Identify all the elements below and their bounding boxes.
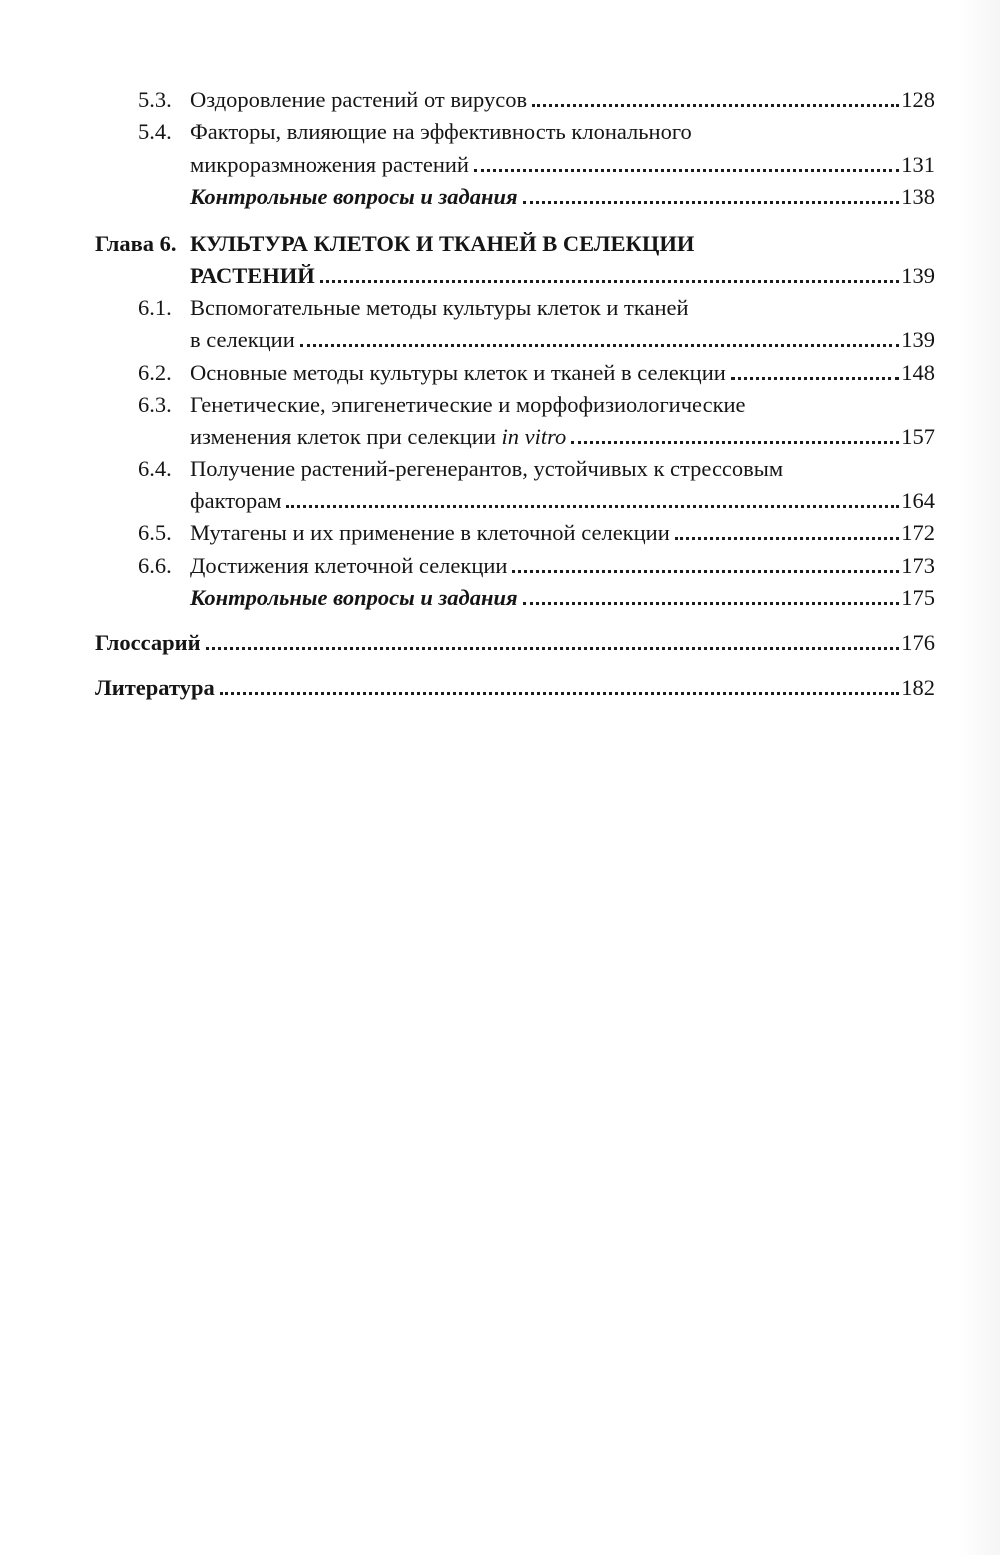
toc-entry-number: 6.2. [138, 359, 172, 385]
toc-entry-number: 6.6. [138, 552, 172, 578]
toc-title-segment: КУЛЬТУРА КЛЕТОК И ТКАНЕЙ В СЕЛЕКЦИИ [190, 230, 695, 256]
toc-entry-title [190, 116, 692, 148]
toc-line [95, 453, 935, 485]
toc-dot-leader [286, 485, 899, 508]
toc-title-segment: Контрольные вопросы и задания [190, 584, 518, 610]
toc-entry-title [190, 260, 315, 292]
toc-entry-number: 6.5. [138, 520, 172, 546]
toc-entry-title [190, 582, 518, 614]
toc-entry-number: 6.1. [138, 295, 172, 320]
toc-entry [95, 116, 935, 180]
toc-entry [95, 356, 935, 388]
toc-title-segment: Генетические, эпигенетические и морфофизиологические [190, 391, 746, 417]
toc-entry-title [190, 324, 295, 356]
toc-title-segment: Вспомогательные методы культуры клеток и тканей [190, 295, 689, 320]
toc-line [95, 356, 935, 388]
toc-line [95, 672, 935, 704]
toc-dot-leader [300, 324, 899, 347]
toc-line [95, 324, 935, 356]
toc-entry-title [190, 485, 281, 517]
toc-entry [95, 228, 935, 292]
toc-entry-title [190, 292, 689, 324]
toc-line [95, 148, 935, 180]
toc-line [95, 627, 935, 659]
toc-entry-number: 5.3. [138, 87, 172, 113]
toc-title-segment: изменения клеток при селекции [190, 423, 502, 449]
toc-dot-leader [206, 627, 900, 650]
toc-line [95, 421, 935, 453]
toc-title-segment: РАСТЕНИЙ [190, 263, 315, 288]
toc-dot-leader [220, 672, 900, 695]
toc-dot-leader [731, 356, 899, 379]
toc-title-segment: в селекции [190, 327, 295, 353]
toc-dot-leader [474, 148, 899, 171]
toc-entry-title [190, 228, 694, 260]
toc-page-number: 157 [901, 423, 935, 449]
toc-page-number: 139 [901, 327, 935, 353]
toc-entry-title [190, 149, 469, 181]
toc-title-segment: Достижения клеточной селекции [190, 552, 508, 578]
toc-page-number: 172 [901, 520, 935, 546]
toc-entry [95, 672, 935, 704]
toc-page-number: 148 [901, 359, 935, 385]
toc-entry-title [95, 672, 215, 704]
toc-entry-title [190, 84, 527, 116]
toc-entry-number: 6.3. [138, 391, 172, 417]
toc-title-segment: микроразмножения растений [190, 151, 469, 177]
toc-title-segment: in vitro [501, 423, 567, 449]
toc-line [95, 228, 935, 260]
page-edge-shade [958, 0, 1000, 1555]
toc-dot-leader [571, 421, 899, 444]
toc-entry [95, 549, 935, 581]
toc-entry-number: 6.4. [138, 455, 172, 481]
toc-line [95, 485, 935, 517]
toc-line [95, 260, 935, 292]
toc-entry-title [190, 181, 518, 213]
toc-entry-title [190, 453, 783, 485]
toc-page-number: 182 [901, 675, 935, 701]
toc-dot-leader [532, 84, 899, 107]
toc-entry-number: Глава 6. [95, 230, 177, 256]
toc-entry-title [190, 421, 566, 453]
toc-title-segment: Оздоровление растений от вирусов [190, 87, 528, 113]
table-of-contents [95, 84, 935, 704]
toc-page-number: 131 [901, 151, 935, 177]
toc-title-segment: Мутагены и их применение в клеточной селекции [190, 520, 670, 546]
toc-title-segment: Получение растений-регенерантов, устойчивых к стрессовым [190, 455, 784, 481]
toc-entry [95, 453, 935, 517]
toc-entry [95, 582, 935, 614]
toc-page-number: 164 [901, 488, 935, 513]
toc-dot-leader [320, 260, 899, 283]
toc-page-number: 128 [901, 87, 935, 113]
toc-entry-title [190, 389, 746, 421]
toc-title-segment: Литература [95, 675, 215, 701]
toc-entry-number: 5.4. [138, 119, 172, 145]
toc-page-number: 176 [901, 630, 935, 655]
toc-page-number: 175 [901, 584, 935, 610]
toc-entry-title [95, 627, 201, 659]
toc-title-segment: Контрольные вопросы и задания [190, 183, 518, 209]
toc-line [95, 389, 935, 421]
toc-title-segment: Факторы, влияющие на эффективность клонального [190, 119, 692, 145]
toc-line [95, 517, 935, 549]
toc-line [95, 549, 935, 581]
toc-dot-leader [523, 181, 900, 204]
toc-dot-leader [512, 549, 899, 572]
toc-entry [95, 517, 935, 549]
toc-title-segment: факторам [190, 488, 282, 513]
toc-title-segment: Основные методы культуры клеток и тканей в селекции [190, 359, 726, 385]
toc-entry [95, 181, 935, 213]
toc-line [95, 116, 935, 148]
toc-line [95, 582, 935, 614]
toc-dot-leader [675, 517, 900, 540]
toc-line [95, 292, 935, 324]
toc-entry-title [190, 550, 507, 582]
toc-entry [95, 292, 935, 356]
toc-entry [95, 389, 935, 453]
toc-title-segment: Глоссарий [95, 630, 201, 655]
toc-page-number: 139 [901, 263, 935, 288]
toc-line [95, 181, 935, 213]
toc-entry [95, 84, 935, 116]
toc-page-number: 138 [901, 183, 935, 209]
toc-entry-title [190, 517, 670, 549]
toc-entry-title [190, 357, 726, 389]
toc-page-number: 173 [901, 552, 935, 578]
toc-line [95, 84, 935, 116]
toc-entry [95, 627, 935, 659]
toc-dot-leader [523, 582, 900, 605]
